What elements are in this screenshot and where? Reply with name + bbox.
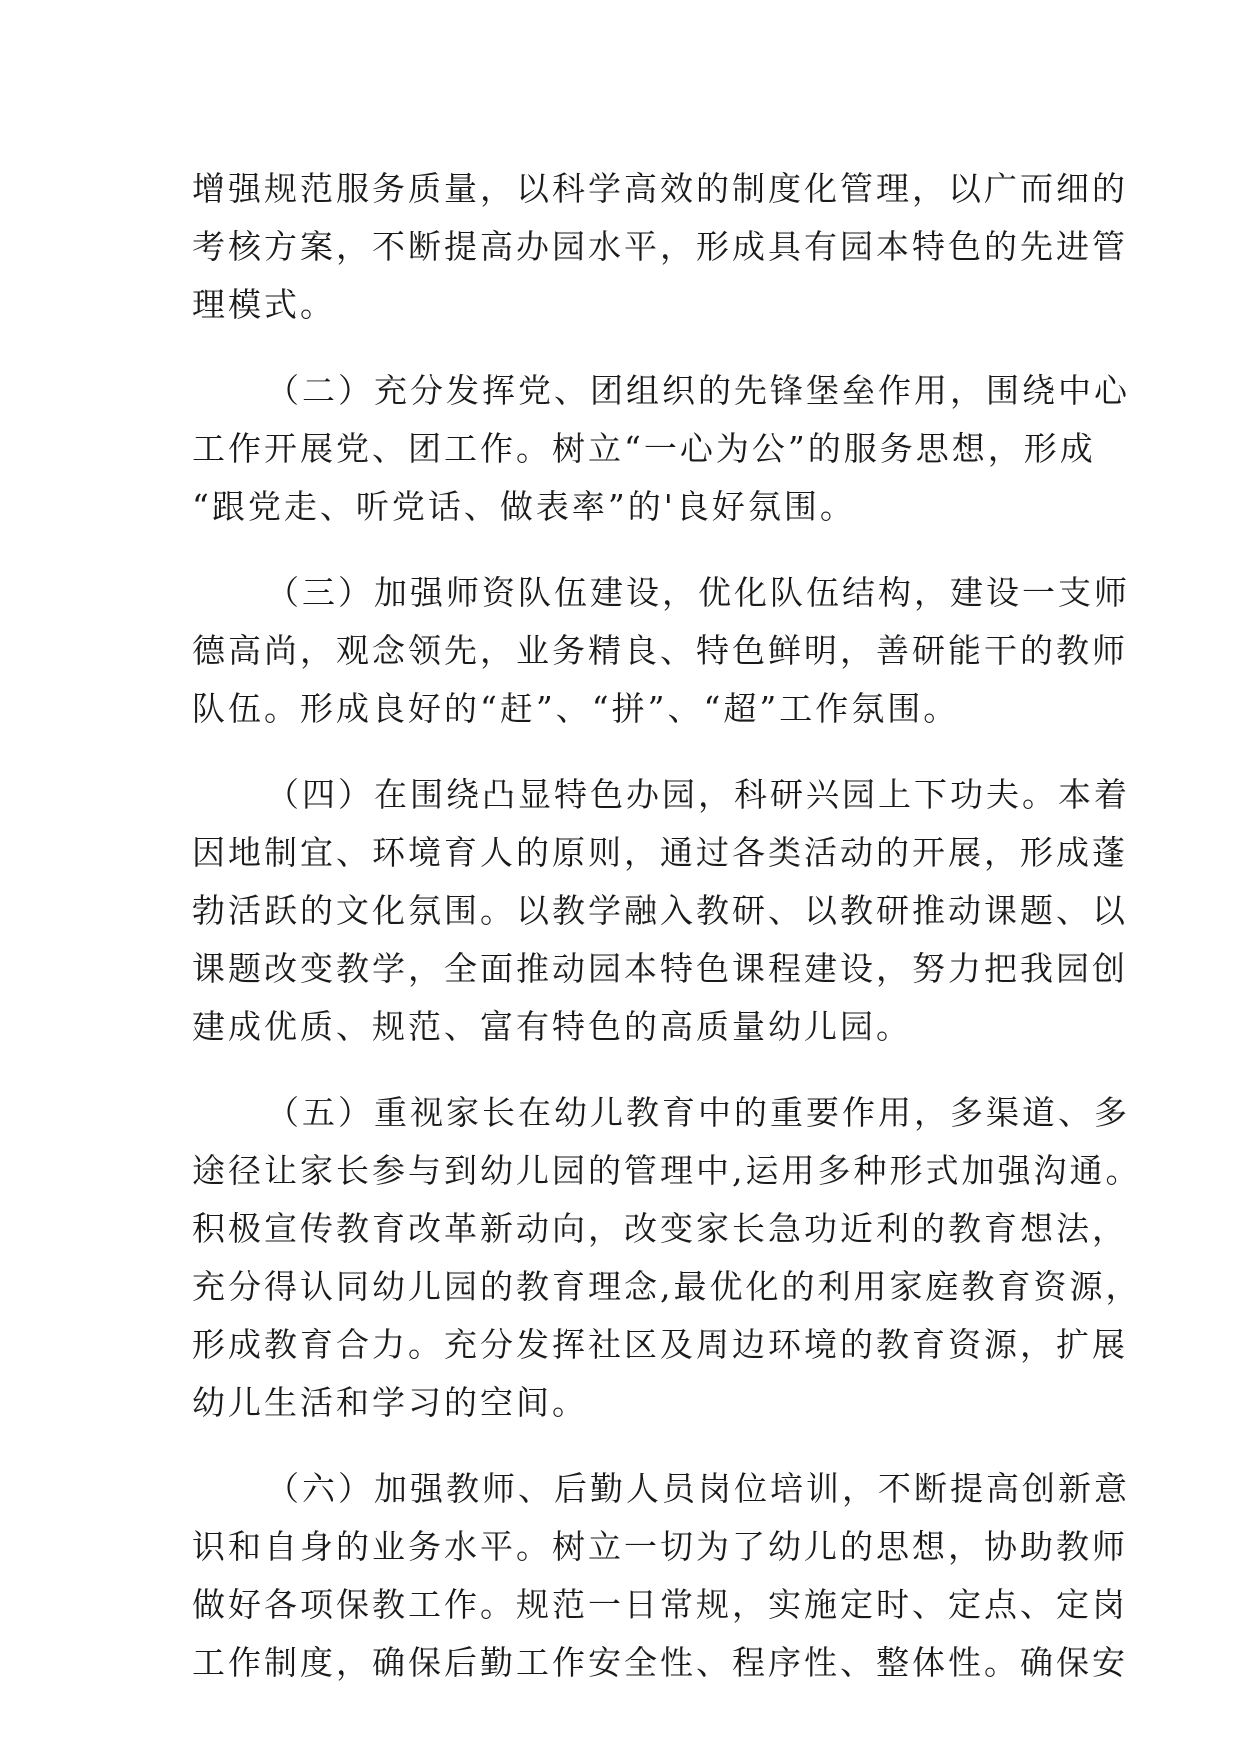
paragraph-section-3 — [192, 564, 1130, 738]
text-line: 充分得认同幼儿园的教育理念,最优化的利用家庭教育资源， — [192, 1267, 1142, 1306]
text-line: （六）加强教师、后勤人员岗位培训，不断提高创新意 — [266, 1469, 1130, 1508]
text-line: 德高尚，观念领先，业务精良、特色鲜明，善研能干的教师 — [192, 631, 1128, 670]
text-line: （五）重视家长在幼儿教育中的重要作用，多渠道、多 — [266, 1093, 1130, 1132]
text-line: 做好各项保教工作。规范一日常规，实施定时、定点、定岗 — [192, 1585, 1128, 1624]
text-line: 识和自身的业务水平。树立一切为了幼儿的思想，协助教师 — [192, 1527, 1128, 1566]
text-line: 增强规范服务质量，以科学高效的制度化管理，以广而细的 — [192, 169, 1128, 208]
text-line: 考核方案，不断提高办园水平，形成具有园本特色的先进管 — [192, 227, 1128, 266]
text-line: （二）充分发挥党、团组织的先锋堡垒作用，围绕中心 — [266, 371, 1130, 410]
document-body — [192, 160, 1142, 1692]
text-line: 工作制度，确保后勤工作安全性、程序性、整体性。确保安 — [192, 1643, 1128, 1682]
text-line: 队伍。形成良好的“赶”、“拼”、“超”工作氛围。 — [192, 689, 960, 728]
text-line: 建成优质、规范、富有特色的高质量幼儿园。 — [192, 1007, 912, 1046]
paragraph-section-6 — [192, 1460, 1130, 1692]
text-line: 因地制宜、环境育人的原则，通过各类活动的开展，形成蓬 — [192, 833, 1128, 872]
text-line: 途径让家长参与到幼儿园的管理中,运用多种形式加强沟通。 — [192, 1151, 1142, 1190]
text-line: 形成教育合力。充分发挥社区及周边环境的教育资源，扩展 — [192, 1325, 1128, 1364]
text-line: 工作开展党、团工作。树立“一心为公”的服务思想，形成 — [192, 429, 1096, 468]
text-line: “跟党走、听党话、做表率”的'良好氛围。 — [192, 487, 856, 526]
text-line: （三）加强师资队伍建设，优化队伍结构，建设一支师 — [266, 573, 1130, 612]
paragraph-section-5 — [192, 1084, 1142, 1432]
paragraph-intro-continuation — [192, 160, 1128, 334]
text-line: 勃活跃的文化氛围。以教学融入教研、以教研推动课题、以 — [192, 891, 1128, 930]
text-line: 积极宣传教育改革新动向，改变家长急功近利的教育想法， — [192, 1209, 1128, 1248]
text-line: （四）在围绕凸显特色办园，科研兴园上下功夫。本着 — [266, 775, 1130, 814]
text-line: 幼儿生活和学习的空间。 — [192, 1383, 588, 1422]
paragraph-section-2 — [192, 362, 1130, 536]
text-line: 课题改变教学，全面推动园本特色课程建设，努力把我园创 — [192, 949, 1128, 988]
text-line: 理模式。 — [192, 285, 336, 324]
paragraph-section-4 — [192, 766, 1130, 1056]
